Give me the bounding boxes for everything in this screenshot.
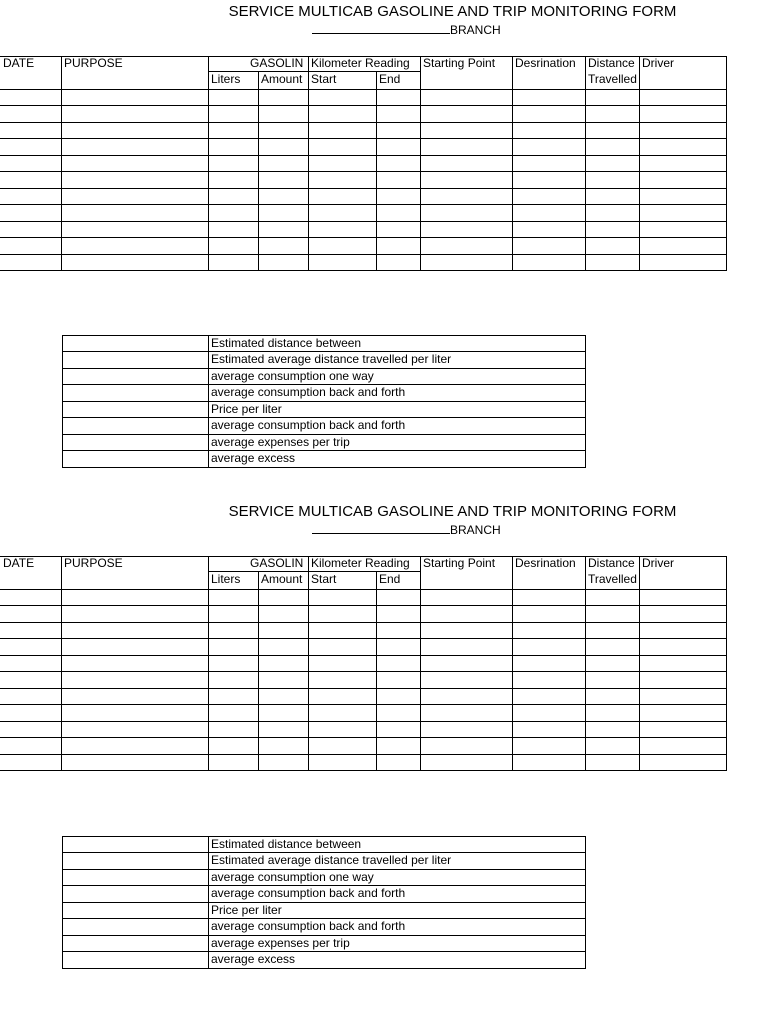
header-kilometer-reading: Kilometer Reading <box>311 556 410 570</box>
header-end: End <box>379 572 401 586</box>
header-distance-line1: Distance <box>588 556 635 570</box>
header-starting-point: Starting Point <box>423 56 496 70</box>
header-date: DATE <box>3 556 35 570</box>
trip-log-table <box>0 56 727 271</box>
header-liters: Liters <box>211 72 241 86</box>
header-distance-line1: Distance <box>588 56 635 70</box>
header-gasoline: GASOLIN <box>250 556 304 570</box>
header-starting-point: Starting Point <box>423 556 496 570</box>
header-start: Start <box>311 572 337 586</box>
summary-label: average expenses per trip <box>211 435 350 449</box>
summary-label: Price per liter <box>211 903 282 917</box>
branch-blank[interactable] <box>312 522 450 534</box>
branch-line <box>312 522 501 537</box>
header-amount: Amount <box>261 572 303 586</box>
summary-label: average excess <box>211 952 296 966</box>
header-distance-line2: Travelled <box>588 72 637 86</box>
trip-log-table <box>0 556 727 771</box>
branch-label: BRANCH <box>450 23 501 37</box>
header-driver: Driver <box>642 56 674 70</box>
branch-blank[interactable] <box>312 22 450 34</box>
summary-label: average consumption back and forth <box>211 418 406 432</box>
branch-line <box>312 22 501 37</box>
header-purpose: PURPOSE <box>64 556 123 570</box>
header-liters: Liters <box>211 572 241 586</box>
header-gasoline: GASOLIN <box>250 56 304 70</box>
branch-label: BRANCH <box>450 523 501 537</box>
header-start: Start <box>311 72 337 86</box>
summary-label: Estimated distance between <box>211 837 362 851</box>
header-destination: Desrination <box>515 56 576 70</box>
summary-label: Price per liter <box>211 402 282 416</box>
summary-label: average consumption one way <box>211 870 374 884</box>
summary-label: average consumption back and forth <box>211 385 406 399</box>
header-kilometer-reading: Kilometer Reading <box>311 56 410 70</box>
header-destination: Desrination <box>515 556 576 570</box>
summary-label: average consumption one way <box>211 369 374 383</box>
summary-label: average expenses per trip <box>211 936 350 950</box>
header-amount: Amount <box>261 72 303 86</box>
header-date: DATE <box>3 56 35 70</box>
header-purpose: PURPOSE <box>64 56 123 70</box>
header-distance-line2: Travelled <box>588 572 637 586</box>
summary-label: Estimated average distance travelled per liter <box>211 352 452 366</box>
header-end: End <box>379 72 401 86</box>
summary-label: average consumption back and forth <box>211 919 406 933</box>
form-title: SERVICE MULTICAB GASOLINE AND TRIP MONITORING FORM <box>228 3 677 20</box>
summary-label: Estimated distance between <box>211 336 362 350</box>
summary-label: average excess <box>211 451 296 465</box>
form-title: SERVICE MULTICAB GASOLINE AND TRIP MONITORING FORM <box>228 503 677 520</box>
summary-table <box>62 335 586 469</box>
summary-label: Estimated average distance travelled per liter <box>211 853 452 867</box>
header-driver: Driver <box>642 556 674 570</box>
summary-table <box>62 836 586 970</box>
summary-label: average consumption back and forth <box>211 886 406 900</box>
